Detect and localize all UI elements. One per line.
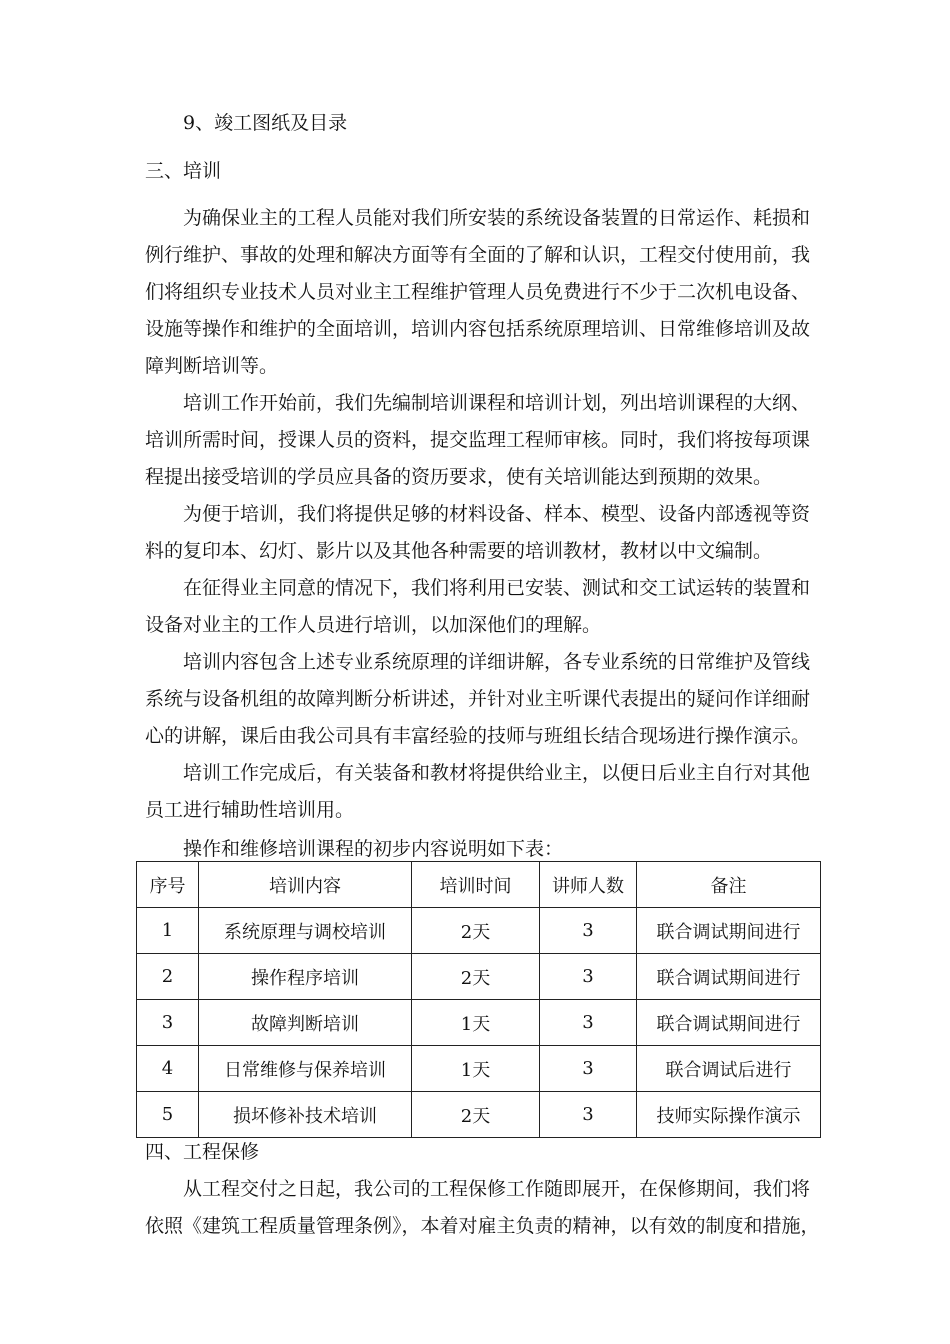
cell-duration: 1天 (412, 1046, 540, 1092)
text-line: 设施等操作和维护的全面培训，培训内容包括系统原理培训、日常维修培训及故 (145, 318, 811, 340)
cell-remarks: 技师实际操作演示 (637, 1092, 821, 1138)
text-line: 从工程交付之日起，我公司的工程保修工作随即展开，在保修期间，我们将 (183, 1178, 811, 1200)
cell-duration: 2天 (412, 1092, 540, 1138)
cell-instructors: 3 (540, 908, 637, 954)
text-line: 培训工作完成后，有关装备和教材将提供给业主，以便日后业主自行对其他 (183, 762, 811, 784)
table-row (137, 954, 821, 1000)
cell-content: 操作程序培训 (199, 954, 412, 1000)
text-line: 员工进行辅助性培训用。 (145, 799, 355, 821)
cell-remarks: 联合调试期间进行 (637, 908, 821, 954)
cell-instructors: 3 (540, 1092, 637, 1138)
column-header-remarks: 备注 (637, 862, 821, 908)
cell-duration: 1天 (412, 1000, 540, 1046)
text-line: 培训所需时间，授课人员的资料，提交监理工程师审核。同时，我们将按每项课 (145, 429, 811, 451)
table-row (137, 1000, 821, 1046)
cell-instructors: 3 (540, 954, 637, 1000)
column-header-instructors: 讲师人数 (540, 862, 637, 908)
cell-remarks: 联合调试期间进行 (637, 1000, 821, 1046)
cell-index: 4 (137, 1046, 199, 1092)
text-line: 设备对业主的工作人员进行培训，以加深他们的理解。 (145, 614, 602, 636)
cell-duration: 2天 (412, 954, 540, 1000)
cell-index: 5 (137, 1092, 199, 1138)
text-line: 在征得业主同意的情况下，我们将利用已安装、测试和交工试运转的装置和 (183, 577, 811, 599)
table-row (137, 1092, 821, 1138)
table-header-row (137, 862, 821, 908)
column-header-index: 序号 (137, 862, 199, 908)
text-line: 心的讲解，课后由我公司具有丰富经验的技师与班组长结合现场进行操作演示。 (145, 725, 811, 747)
text-line: 为便于培训，我们将提供足够的材料设备、样本、模型、设备内部透视等资 (183, 503, 811, 525)
list-item-9: 9、竣工图纸及目录 (183, 112, 348, 134)
text-line: 为确保业主的工程人员能对我们所安装的系统设备装置的日常运作、耗损和 (183, 207, 811, 229)
cell-content: 日常维修与保养培训 (199, 1046, 412, 1092)
text-line: 程提出接受培训的学员应具备的资历要求，使有关培训能达到预期的效果。 (145, 466, 773, 488)
text-line: 依照《建筑工程质量管理条例》，本着对雇主负责的精神，以有效的制度和措施， (145, 1215, 820, 1237)
text-line: 们将组织专业技术人员对业主工程维护管理人员免费进行不少于二次机电设备、 (145, 281, 811, 303)
column-header-content: 培训内容 (199, 862, 412, 908)
cell-duration: 2天 (412, 908, 540, 954)
cell-index: 1 (137, 908, 199, 954)
cell-index: 2 (137, 954, 199, 1000)
cell-instructors: 3 (540, 1000, 637, 1046)
text-line: 例行维护、事故的处理和解决方面等有全面的了解和认识，工程交付使用前，我 (145, 244, 811, 266)
text-line: 培训工作开始前，我们先编制培训课程和培训计划，列出培训课程的大纲、 (183, 392, 811, 414)
table-caption: 操作和维修培训课程的初步内容说明如下表： (183, 838, 564, 860)
table-row (137, 908, 821, 954)
cell-content: 损坏修补技术培训 (199, 1092, 412, 1138)
cell-remarks: 联合调试后进行 (637, 1046, 821, 1092)
cell-content: 系统原理与调校培训 (199, 908, 412, 954)
section-heading-warranty: 四、工程保修 (145, 1141, 260, 1163)
cell-remarks: 联合调试期间进行 (637, 954, 821, 1000)
section-heading-training: 三、培训 (145, 160, 222, 182)
cell-instructors: 3 (540, 1046, 637, 1092)
cell-index: 3 (137, 1000, 199, 1046)
text-line: 障判断培训等。 (145, 355, 279, 377)
cell-content: 故障判断培训 (199, 1000, 412, 1046)
text-line: 培训内容包含上述专业系统原理的详细讲解，各专业系统的日常维护及管线 (183, 651, 811, 673)
table-row (137, 1046, 821, 1092)
column-header-duration: 培训时间 (412, 862, 540, 908)
training-course-table (136, 861, 821, 1138)
text-line: 料的复印本、幻灯、影片以及其他各种需要的培训教材，教材以中文编制。 (145, 540, 773, 562)
text-line: 系统与设备机组的故障判断分析讲述，并针对业主听课代表提出的疑问作详细耐 (145, 688, 811, 710)
